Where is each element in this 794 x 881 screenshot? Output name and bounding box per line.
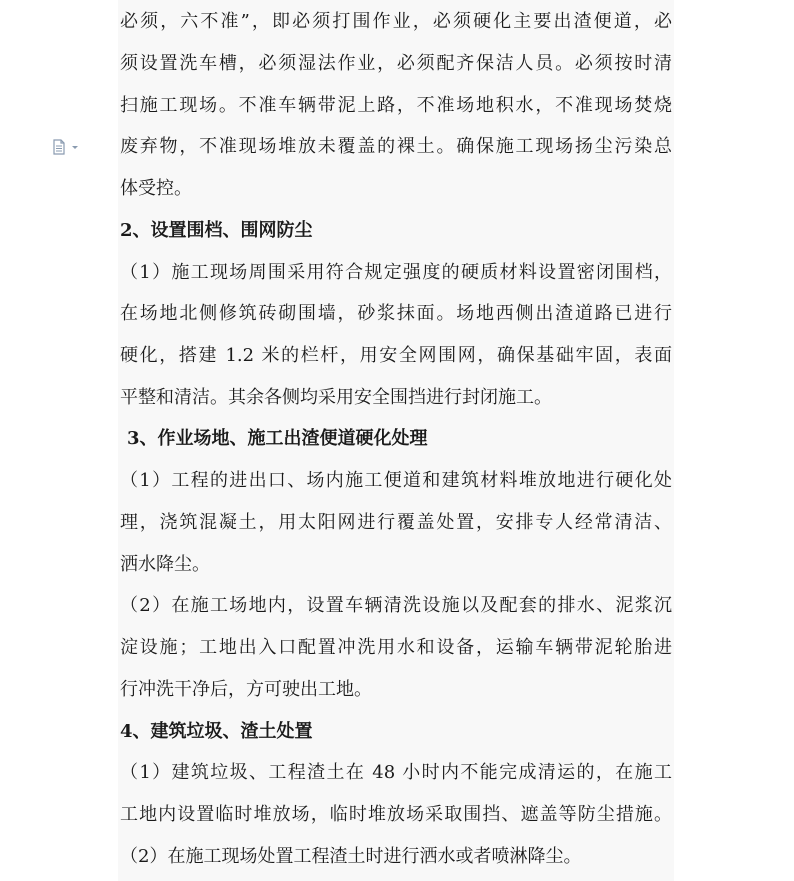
- body-text-line: （1）建筑垃圾、工程渣土在 48 小时内不能完成清运的，在施工: [120, 762, 672, 783]
- body-text-line: 工地内设置临时堆放场，临时堆放场采取围挡、遮盖等防尘措施。: [120, 804, 672, 825]
- body-text-line: 理，浇筑混凝土，用太阳网进行覆盖处置，安排专人经常清洁、: [120, 512, 672, 533]
- body-text-line: 平整和清洁。其余各侧均采用安全围挡进行封闭施工。: [120, 387, 552, 408]
- body-text-line: （2）在施工现场处置工程渣土时进行洒水或者喷淋降尘。: [120, 846, 582, 867]
- body-text-line: 体受控。: [120, 178, 192, 199]
- body-text-line: 必须，六不准”，即必须打围作业，必须硬化主要出渣便道，必: [120, 11, 672, 32]
- body-text-line: （1）施工现场周围采用符合规定强度的硬质材料设置密闭围档，: [120, 262, 672, 283]
- body-text-line: （2）在施工场地内，设置车辆清洗设施以及配套的排水、泥浆沉: [120, 595, 672, 616]
- body-text-line: 在场地北侧修筑砖砌围墙，砂浆抹面。场地西侧出渣道路已进行: [120, 303, 672, 324]
- body-text-line: 须设置洗车槽，必须湿法作业，必须配齐保洁人员。必须按时清: [120, 53, 672, 74]
- section-heading: 2、设置围档、围网防尘: [120, 220, 313, 241]
- body-text-line: 废弃物，不准现场堆放未覆盖的裸土。确保施工现场扬尘污染总: [120, 136, 672, 157]
- body-text-line: （1）工程的进出口、场内施工便道和建筑材料堆放地进行硬化处: [120, 470, 672, 491]
- body-text-line: 洒水降尘。: [120, 554, 210, 575]
- body-text-line: 行冲洗干净后，方可驶出工地。: [120, 679, 372, 700]
- paragraph-marker-button[interactable]: [52, 139, 82, 155]
- chevron-down-icon: [72, 146, 78, 149]
- section-heading: 3、作业场地、施工出渣便道硬化处理: [127, 428, 428, 449]
- body-text-line: 扫施工现场。不准车辆带泥上路，不准场地积水，不准现场焚烧: [120, 95, 672, 116]
- body-text-line: 淀设施；工地出入口配置冲洗用水和设备，运输车辆带泥轮胎进: [120, 637, 672, 658]
- document-icon: [52, 139, 82, 155]
- section-heading: 4、建筑垃圾、渣土处置: [120, 721, 313, 742]
- body-text-line: 硬化，搭建 1.2 米的栏杆，用安全网围网，确保基础牢固，表面: [120, 345, 672, 366]
